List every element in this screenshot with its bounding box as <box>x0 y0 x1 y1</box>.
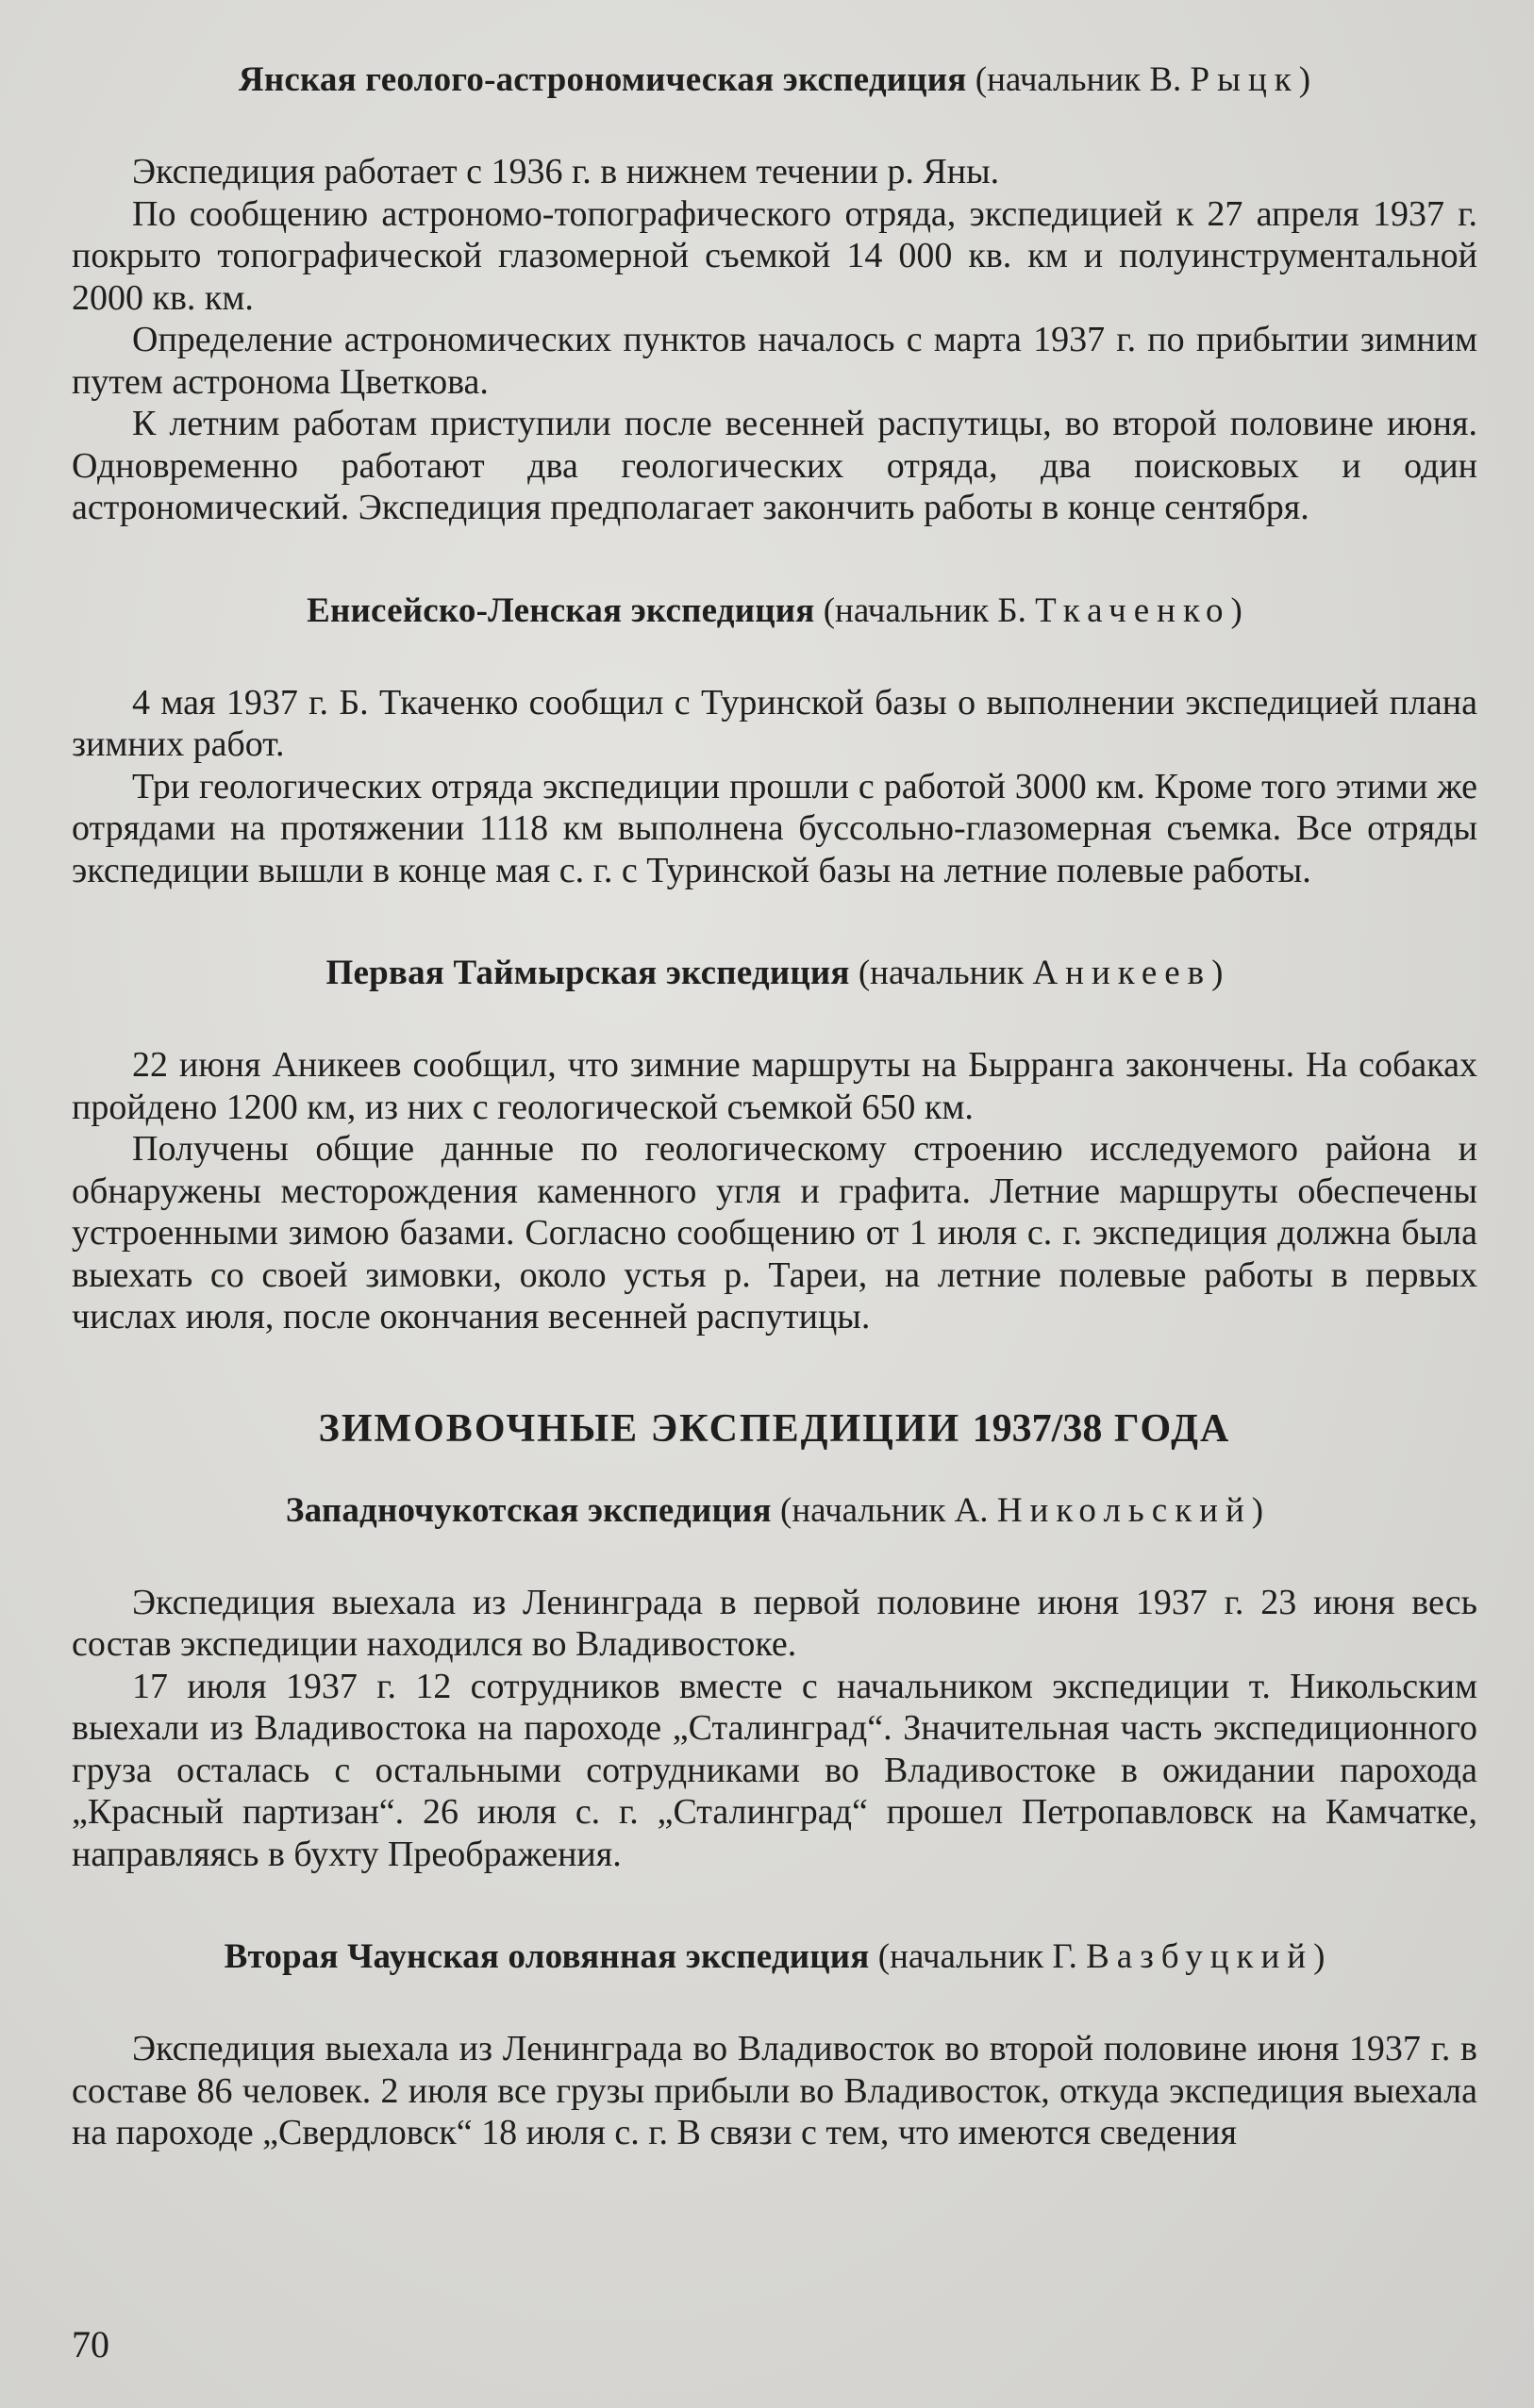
paragraph: По сообщению астрономо-топографического отряда, экспедицией к 27 апреля 1937 г. покрыто топографической глазомерной съемкой 14 000 кв. км и полуинструментальной 2000 кв. км. <box>72 193 1477 318</box>
leader-name: Аникеев <box>1032 954 1212 992</box>
leader-name: Никольский <box>996 1490 1252 1530</box>
leader-prefix: (начальник В. <box>975 60 1191 99</box>
paragraph: Экспедиция выехала из Ленинграда во Владивосток во второй половине июня 1937 г. в составе 86 человек. 2 июля все грузы прибыли во Владивосток, откуда экспедиция выехала на пароходе „Свердловск“ 18 июля с. г. В связи с тем, что имеются сведения <box>72 2029 1477 2152</box>
paragraph: Экспедиция выехала из Ленинграда в первой половине июня 1937 г. 23 июня весь состав экспедиции находился во Владивостоке. <box>72 1582 1477 1664</box>
leader-suffix: ) <box>1313 1937 1326 1976</box>
paragraph: Получены общие данные по геологическому строению исследуемого района и обнаружены месторождения каменного угля и графита. Летние маршруты обеспечены устроенными зимою базами. Согласно сообщению от 1 июля с. г. экспедиция должна была выехать со своей зимовки, около устья р. Тареи, на летние полевые работы в первых числах июля, после окончания весенней распутицы. <box>72 1129 1477 1337</box>
expedition-heading <box>72 1935 1477 1979</box>
expedition-taimyr <box>72 952 1477 1338</box>
expedition-name: Енисейско-Ленская экспедиция <box>307 590 815 630</box>
expedition-heading <box>72 590 1477 633</box>
paragraph: Три геологических отряда экспедиции прошли с работой 3000 км. Кроме того этими же отрядами на протяжении 1118 км выполнена буссольно-глазомерная съемка. Все отряды экспедиции вышли в конце мая с. г. с Туринской базы на летние полевые работы. <box>72 766 1477 890</box>
expedition-heading <box>72 952 1477 995</box>
leader-name: Рыцк <box>1190 60 1299 99</box>
expedition-name: Первая Таймырская экспедиция <box>325 954 850 992</box>
leader-prefix: (начальник Б. <box>823 590 1036 630</box>
paragraph: Экспедиция работает с 1936 г. в нижнем течении р. Яны. <box>132 152 1000 191</box>
leader-suffix: ) <box>1298 60 1311 99</box>
expedition-yana <box>72 58 1477 529</box>
section-title-text: ГОДА <box>1102 1406 1231 1451</box>
leader-suffix: ) <box>1230 590 1242 630</box>
leader-name: Вазбуцкий <box>1086 1937 1314 1976</box>
leader-prefix: (начальник <box>858 954 1033 992</box>
expedition-name: Западночукотская экспедиция <box>285 1490 772 1530</box>
section-title-year: 1937/38 <box>972 1406 1103 1451</box>
expedition-name: Янская геолого-астрономическая экспедиция <box>238 60 967 99</box>
paragraph: К летним работам приступили после весенней распутицы, во второй половине июня. Одновременно работают два геологических отряда, два поисковых и один астрономический. Экспедиция предполагает закончить работы в конце сентября. <box>72 404 1477 527</box>
expedition-heading <box>72 1489 1477 1533</box>
expedition-chaun <box>72 1935 1477 2154</box>
expedition-name: Вторая Чаунская оловянная экспедиция <box>224 1937 870 1976</box>
page-number: 70 <box>72 2323 109 2366</box>
expedition-yenisei-lena <box>72 590 1477 892</box>
paragraph: Определение астрономических пунктов началось с марта 1937 г. по прибытии зимним путем астронома Цветкова. <box>72 320 1477 402</box>
section-title <box>72 1406 1477 1452</box>
paragraph: 4 мая 1937 г. Б. Ткаченко сообщил с Туринской базы о выполнении экспедицией плана зимних работ. <box>72 682 1477 764</box>
leader-suffix: ) <box>1251 1490 1264 1530</box>
section-title-text: ЗИМОВОЧНЫЕ ЭКСПЕДИЦИИ <box>318 1406 973 1451</box>
leader-name: Ткаченко <box>1035 590 1231 630</box>
paragraph: 22 июня Аникеев сообщил, что зимние маршруты на Бырранга закончены. На собаках пройдено 1200 км, из них с геологической съемкой 650 км. <box>72 1045 1477 1127</box>
expedition-west-chukotka <box>72 1489 1477 1876</box>
leader-suffix: ) <box>1211 954 1224 992</box>
paragraph: 17 июля 1937 г. 12 сотрудников вместе с начальником экспедиции т. Никольским выехали из Владивостока на пароходе „Сталинград“. Значительная часть экспедиционного груза осталась с остальными сотрудниками во Владивостоке в ожидании парохода „Красный партизан“. 26 июля с. г. „Сталинград“ прошел Петропавловск на Камчатке, направляясь в бухту Преображения. <box>72 1666 1477 1874</box>
leader-prefix: (начальник А. <box>780 1490 997 1530</box>
leader-prefix: (начальник Г. <box>877 1937 1087 1976</box>
expedition-heading <box>72 58 1477 102</box>
